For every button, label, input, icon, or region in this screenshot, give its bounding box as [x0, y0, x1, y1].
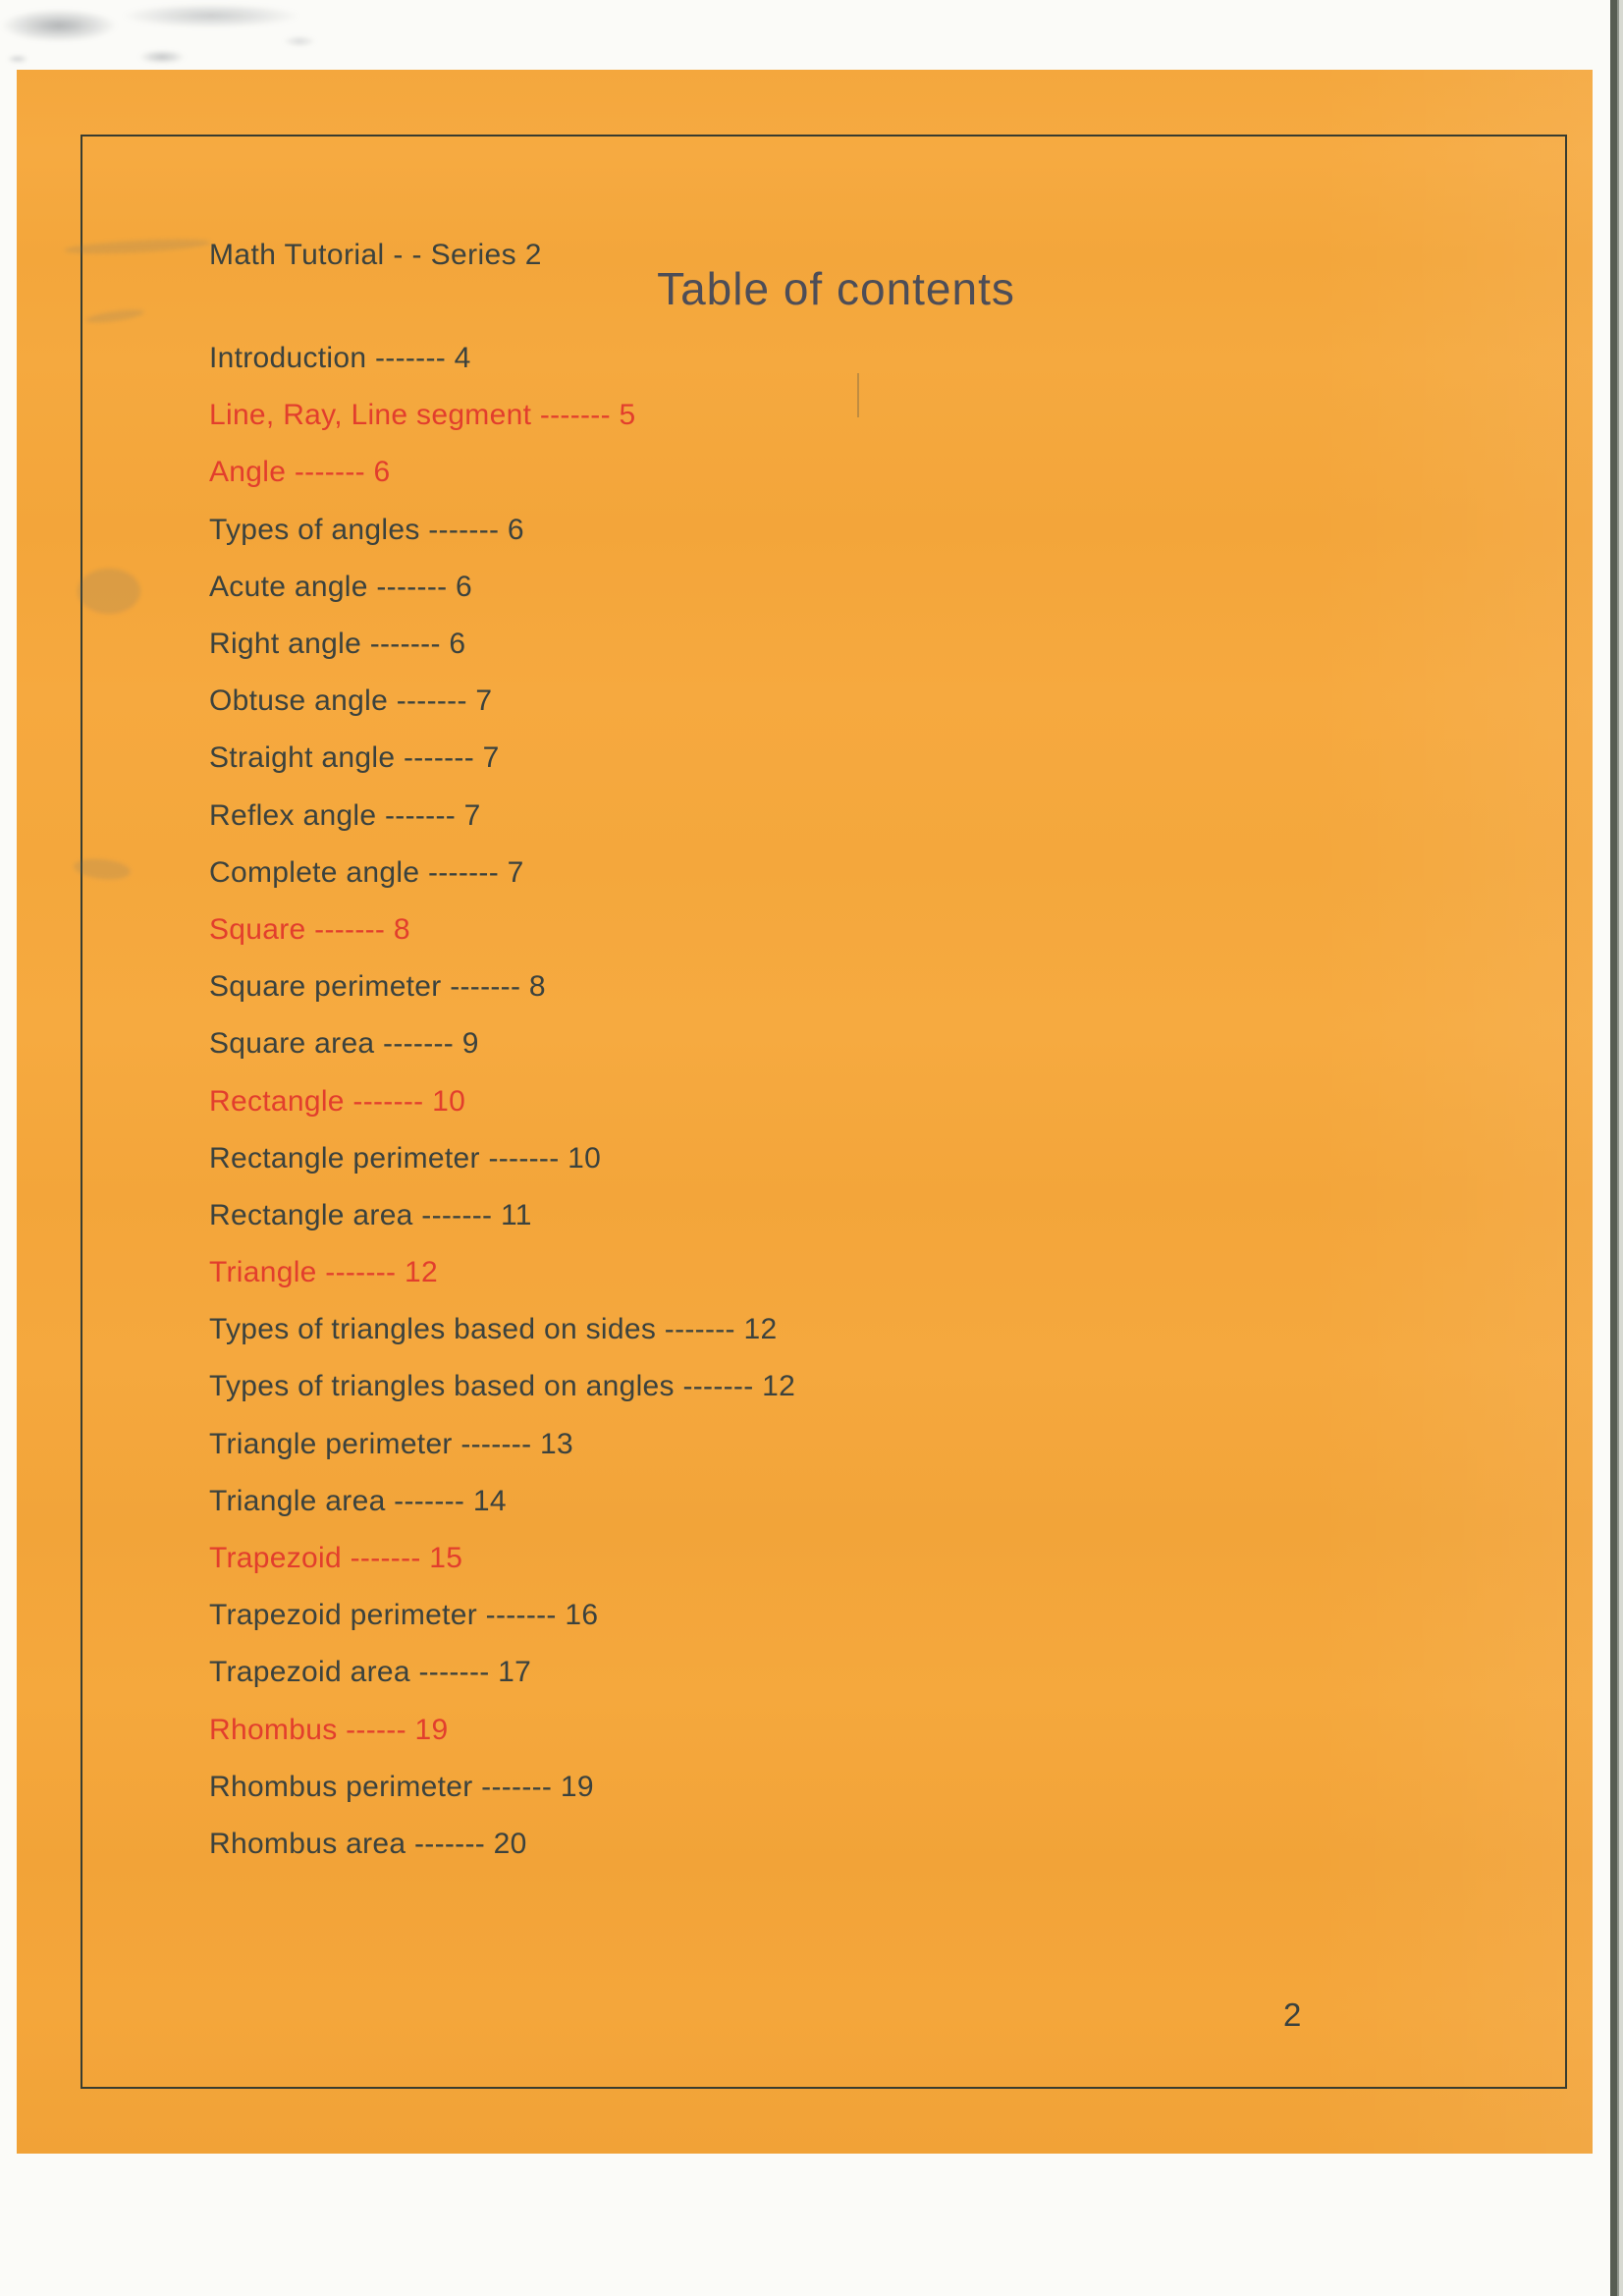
- toc-item: Square area ------- 9: [209, 1027, 479, 1061]
- page-number: 2: [1283, 1996, 1302, 2033]
- toc-item: Right angle ------- 6: [209, 628, 466, 661]
- toc-item: Rectangle area ------- 11: [209, 1198, 532, 1231]
- toc-item: Rhombus perimeter ------- 19: [209, 1770, 594, 1803]
- scan-line-artifact: [857, 373, 859, 417]
- toc-item: Square perimeter ------- 8: [209, 970, 546, 1004]
- toc-item: Types of triangles based on angles ------- 12: [209, 1370, 796, 1403]
- toc-item: Rhombus ------ 19: [209, 1713, 449, 1746]
- toc-item: Obtuse angle ------- 7: [209, 684, 493, 718]
- toc-item: Rectangle ------- 10: [209, 1084, 466, 1118]
- toc-item: Square ------- 8: [209, 912, 410, 946]
- toc-item: Triangle area ------- 14: [209, 1484, 507, 1517]
- toc-item: Introduction ------- 4: [209, 342, 471, 375]
- toc-item: Line, Ray, Line segment ------- 5: [209, 399, 636, 432]
- toc-item: Trapezoid perimeter ------- 16: [209, 1599, 599, 1632]
- toc-item: Straight angle ------- 7: [209, 741, 500, 775]
- toc-item: Rectangle perimeter ------- 10: [209, 1141, 602, 1175]
- toc-item: Types of triangles based on sides ------- 12: [209, 1313, 778, 1346]
- document-page: [17, 70, 1593, 2154]
- document-header: Math Tutorial - - Series 2: [209, 239, 542, 271]
- toc-item: Rhombus area ------- 20: [209, 1827, 527, 1860]
- toc-list: [209, 330, 795, 1873]
- toc-item: Triangle ------- 12: [209, 1256, 438, 1289]
- page-title: Table of contents: [657, 263, 1015, 314]
- toc-item: Triangle perimeter ------- 13: [209, 1427, 573, 1460]
- pencil-smudge: [78, 569, 140, 614]
- toc-item: Types of angles ------- 6: [209, 513, 524, 546]
- scanner-smudge: [0, 0, 452, 71]
- toc-item: Trapezoid area ------- 17: [209, 1656, 532, 1689]
- toc-item: Acute angle ------- 6: [209, 570, 473, 603]
- toc-item: Trapezoid ------- 15: [209, 1542, 463, 1575]
- toc-item: Angle ------- 6: [209, 456, 391, 489]
- toc-item: Complete angle ------- 7: [209, 855, 524, 889]
- toc-item: Reflex angle ------- 7: [209, 798, 481, 832]
- scan-edge-strip: [1610, 0, 1623, 2296]
